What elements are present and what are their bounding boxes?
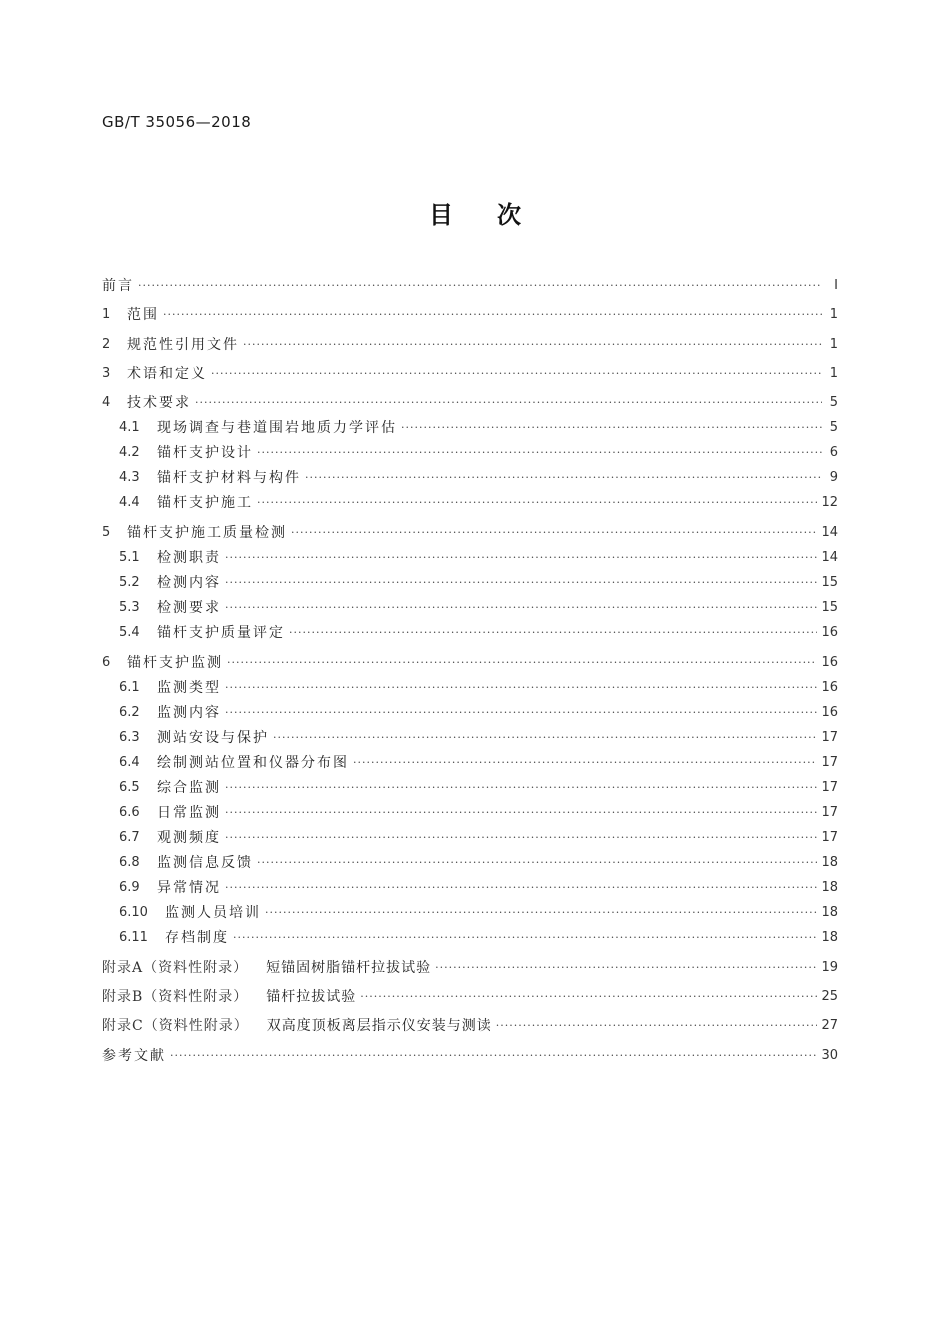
toc-entry-page: 25	[821, 988, 838, 1004]
toc-entry-number: 6.11	[119, 929, 148, 945]
toc-entry-label: 术语和定义	[127, 366, 207, 382]
toc-entry-label: 技术要求	[127, 395, 191, 411]
toc-entry-number: 4.2	[119, 444, 140, 460]
toc-entry-label: 监测内容	[157, 705, 221, 721]
toc-entry-label: 测站安设与保护	[157, 730, 269, 746]
toc-entry-number: 6.1	[119, 679, 140, 695]
toc-entry-label: 范围	[127, 307, 159, 323]
toc-entry-number: 6.7	[119, 829, 140, 845]
toc-leader-dots	[257, 496, 817, 509]
toc-entry-page: 1	[829, 365, 838, 381]
toc-leader-dots	[170, 1049, 817, 1062]
toc-entry-page: 17	[821, 754, 838, 770]
toc-entry-label: 锚杆支护施工质量检测	[127, 525, 287, 541]
toc-entry[interactable]	[102, 876, 838, 898]
toc-entry-number: 附录A（资料性附录）	[102, 960, 249, 976]
toc-entry-page: 1	[829, 336, 838, 352]
toc-entry-page: 18	[821, 854, 838, 870]
toc-entry-label: 锚杆支护监测	[127, 655, 223, 671]
toc-entry-label: 日常监测	[157, 805, 221, 821]
toc-leader-dots	[305, 471, 822, 484]
toc-leader-dots	[163, 308, 822, 321]
toc-entry-page: 30	[821, 1047, 838, 1063]
toc-entry-page: 16	[821, 654, 838, 670]
toc-entry-number: 3	[102, 365, 111, 381]
toc-entry-label: 规范性引用文件	[127, 337, 239, 353]
toc-entry-number: 4.3	[119, 469, 140, 485]
toc-leader-dots	[257, 446, 822, 459]
toc-entry-number: 6.8	[119, 854, 140, 870]
toc-entry-page: 17	[821, 729, 838, 745]
toc-entry[interactable]	[102, 571, 838, 593]
toc-entry-label: 存档制度	[165, 930, 229, 946]
toc-leader-dots	[195, 396, 822, 409]
toc-entry-number: 6.6	[119, 804, 140, 820]
toc-entry-label: 监测类型	[157, 680, 221, 696]
toc-entry[interactable]	[102, 726, 838, 748]
toc-leader-dots	[360, 990, 817, 1003]
toc-entry[interactable]	[102, 851, 838, 873]
toc-entry[interactable]	[102, 596, 838, 618]
toc-entry-label: 观测频度	[157, 830, 221, 846]
toc-entry-page: 18	[821, 929, 838, 945]
toc-entry[interactable]	[102, 362, 838, 384]
toc-entry-page: 1	[829, 306, 838, 322]
toc-entry-label: 锚杆支护材料与构件	[157, 470, 301, 486]
toc-entry[interactable]	[102, 521, 838, 543]
toc-leader-dots	[225, 781, 817, 794]
toc-entry-page: 16	[821, 704, 838, 720]
toc-leader-dots	[233, 931, 817, 944]
toc-entry[interactable]	[102, 1044, 838, 1066]
toc-entry[interactable]	[102, 985, 838, 1007]
toc-entry-label: 参考文献	[102, 1048, 166, 1064]
toc-entry-label: 检测内容	[157, 575, 221, 591]
toc-entry-number: 6.5	[119, 779, 140, 795]
toc-leader-dots	[496, 1019, 818, 1032]
toc-entry-number: 6.3	[119, 729, 140, 745]
toc-entry[interactable]	[102, 901, 838, 923]
toc-leader-dots	[211, 367, 822, 380]
toc-entry-page: 17	[821, 804, 838, 820]
toc-leader-dots	[138, 279, 822, 292]
toc-leader-dots	[291, 526, 817, 539]
toc-leader-dots	[265, 906, 817, 919]
toc-entry[interactable]	[102, 826, 838, 848]
toc-entry-page: 14	[821, 524, 838, 540]
toc-entry[interactable]	[102, 751, 838, 773]
toc-entry-number: 6	[102, 654, 111, 670]
toc-entry-label: 锚杆拉拔试验	[266, 989, 357, 1005]
toc-entry-label: 锚杆支护施工	[157, 495, 253, 511]
toc-entry-number: 4.1	[119, 419, 140, 435]
toc-entry-page: 15	[821, 599, 838, 615]
toc-entry-number: 5.2	[119, 574, 140, 590]
toc-leader-dots	[289, 626, 817, 639]
toc-leader-dots	[225, 881, 817, 894]
toc-entry-number: 1	[102, 306, 111, 322]
toc-entry-page: 5	[829, 394, 838, 410]
toc-entry[interactable]	[102, 274, 838, 296]
toc-leader-dots	[401, 421, 822, 434]
toc-entry[interactable]	[102, 441, 838, 463]
toc-entry-page: 19	[821, 959, 838, 975]
toc-leader-dots	[273, 731, 817, 744]
toc-entry[interactable]	[102, 776, 838, 798]
toc-entry-label: 综合监测	[157, 780, 221, 796]
toc-entry[interactable]	[102, 621, 838, 643]
toc-entry-page: 12	[821, 494, 838, 510]
toc-leader-dots	[225, 706, 817, 719]
toc-entry[interactable]	[102, 303, 838, 325]
toc-entry[interactable]	[102, 546, 838, 568]
toc-entry[interactable]	[102, 676, 838, 698]
toc-entry[interactable]	[102, 651, 838, 673]
toc-entry[interactable]	[102, 801, 838, 823]
toc-entry-number: 附录B（资料性附录）	[102, 989, 249, 1005]
toc-entry-label: 监测人员培训	[165, 905, 261, 921]
toc-entry-label: 前言	[102, 278, 134, 294]
toc-leader-dots	[225, 806, 817, 819]
toc-entry-number: 4	[102, 394, 111, 410]
toc-entry-page: 16	[821, 679, 838, 695]
toc-leader-dots	[225, 551, 817, 564]
toc-leader-dots	[225, 601, 817, 614]
toc-entry-page: Ⅰ	[834, 277, 838, 293]
toc-entry-label: 监测信息反馈	[157, 855, 253, 871]
toc-leader-dots	[353, 756, 817, 769]
toc-entry-number: 4.4	[119, 494, 140, 510]
toc-entry-page: 15	[821, 574, 838, 590]
toc-entry-page: 27	[821, 1017, 838, 1033]
toc-entry-page: 17	[821, 779, 838, 795]
toc-entry-label: 锚杆支护质量评定	[157, 625, 285, 641]
toc-leader-dots	[257, 856, 817, 869]
toc-entry[interactable]	[102, 466, 838, 488]
toc-leader-dots	[225, 831, 817, 844]
toc-entry-page: 18	[821, 904, 838, 920]
toc-entry-number: 5.4	[119, 624, 140, 640]
toc-entry-page: 14	[821, 549, 838, 565]
toc-entry-number: 5	[102, 524, 111, 540]
toc-entry[interactable]	[102, 1014, 838, 1036]
toc-entry[interactable]	[102, 701, 838, 723]
toc-entry[interactable]	[102, 416, 838, 438]
toc-entry-number: 6.10	[119, 904, 148, 920]
toc-entry[interactable]	[102, 491, 838, 513]
toc-entry-label: 绘制测站位置和仪器分布图	[157, 755, 349, 771]
toc-entry[interactable]	[102, 956, 838, 978]
toc-entry-label: 检测职责	[157, 550, 221, 566]
toc-entry-label: 异常情况	[157, 880, 221, 896]
page-title: 目次	[429, 201, 565, 229]
toc-leader-dots	[225, 576, 817, 589]
toc-entry-label: 检测要求	[157, 600, 221, 616]
toc-leader-dots	[227, 656, 817, 669]
toc-entry-number: 5.1	[119, 549, 140, 565]
toc-entry-page: 18	[821, 879, 838, 895]
toc-entry-number: 6.4	[119, 754, 140, 770]
toc-entry-number: 6.9	[119, 879, 140, 895]
toc-entry-label: 现场调查与巷道围岩地质力学评估	[157, 420, 397, 436]
toc-leader-dots	[243, 338, 822, 351]
toc-entry-page: 6	[829, 444, 838, 460]
toc-entry-label: 双高度顶板离层指示仪安装与测读	[266, 1018, 492, 1034]
standard-code: GB/T 35056—2018	[102, 113, 252, 131]
toc-entry-number: 5.3	[119, 599, 140, 615]
toc-entry-page: 17	[821, 829, 838, 845]
toc-entry-label: 锚杆支护设计	[157, 445, 253, 461]
toc-entry-page: 16	[821, 624, 838, 640]
toc-entry[interactable]	[102, 333, 838, 355]
toc-entry-number: 附录C（资料性附录）	[102, 1018, 249, 1034]
toc-entry-number: 2	[102, 336, 111, 352]
toc-entry[interactable]	[102, 926, 838, 948]
toc-entry-label: 短锚固树脂锚杆拉拔试验	[266, 960, 432, 976]
toc-leader-dots	[225, 681, 817, 694]
toc-entry-number: 6.2	[119, 704, 140, 720]
toc-entry-page: 5	[829, 419, 838, 435]
toc-entry-page: 9	[829, 469, 838, 485]
toc-leader-dots	[435, 961, 817, 974]
toc-entry[interactable]	[102, 391, 838, 413]
